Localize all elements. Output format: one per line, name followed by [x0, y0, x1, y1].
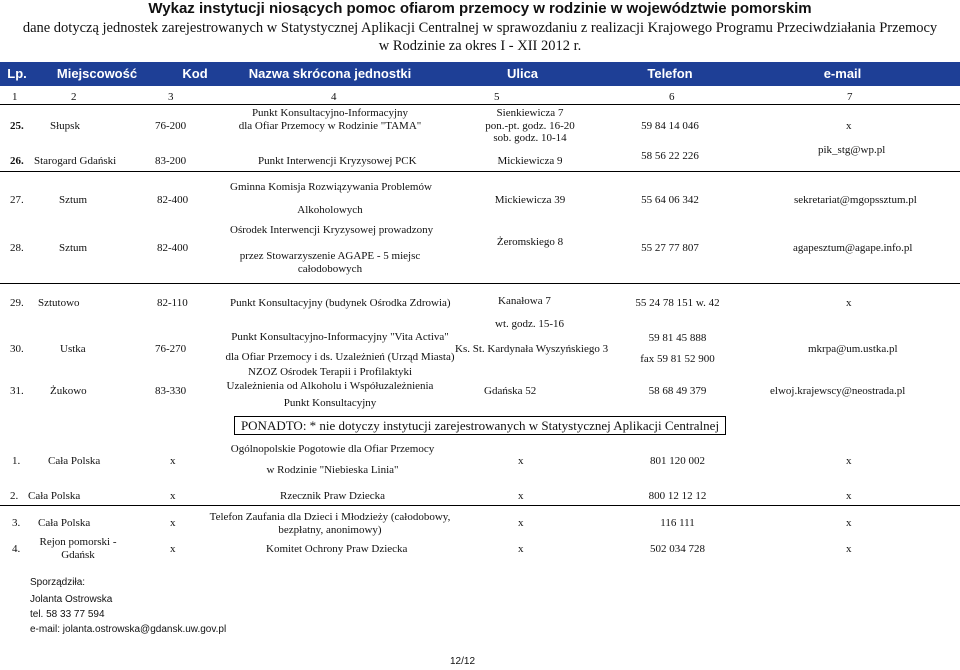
prepared-by-name: Jolanta Ostrowska — [30, 594, 113, 605]
cell-city: Żukowo — [50, 385, 87, 397]
cell-lp: 27. — [10, 194, 24, 206]
divider — [0, 505, 960, 506]
cell-phone: 59 81 45 888 — [648, 332, 707, 344]
cell-email: x — [846, 297, 852, 309]
column-header-lp: Lp. — [7, 66, 27, 81]
cell-city: Cała Polska — [48, 455, 101, 467]
column-header-email: e-mail — [823, 66, 862, 81]
cell-lp: 31. — [10, 385, 24, 397]
cell-email: x — [846, 455, 852, 467]
divider — [0, 104, 960, 105]
column-header-code: Kod — [182, 66, 208, 81]
prepared-by-label: Sporządziła: — [30, 577, 86, 588]
cell-email: mkrpa@um.ustka.pl — [808, 343, 898, 355]
cell-name: Punkt Konsultacyjny (budynek Ośrodka Zdrowia) — [230, 297, 451, 309]
cell-phone: 55 64 06 342 — [641, 194, 699, 206]
cell-code: 76-200 — [155, 120, 187, 132]
cell-name: Punkt Konsultacyjno-Informacyjny "Vita Activa" — [231, 331, 449, 343]
cell-city: Rejon pomorski - — [39, 536, 117, 548]
cell-street: Kanałowa 7 — [498, 295, 551, 307]
column-number: 4 — [331, 91, 337, 103]
cell-email: pik_stg@wp.pl — [818, 144, 886, 156]
cell-name: dla Ofiar Przemocy w Rodzinie "TAMA" — [238, 120, 422, 132]
column-number: 1 — [12, 91, 18, 103]
cell-email: sekretariat@mgopssztum.pl — [794, 194, 917, 206]
cell-phone: 801 120 002 — [650, 455, 705, 467]
cell-street: Ks. St. Kardynała Wyszyńskiego 3 — [455, 343, 609, 355]
cell-phone: 58 68 49 379 — [648, 385, 707, 397]
cell-name: Gminna Komisja Rozwiązywania Problemów — [230, 181, 432, 193]
cell-street: Żeromskiego 8 — [496, 236, 564, 248]
column-header-city: Miejscowość — [56, 66, 138, 81]
cell-email: x — [846, 517, 852, 529]
cell-phone: 116 111 — [660, 517, 695, 529]
cell-name: w Rodzinie "Niebieska Linia" — [266, 464, 399, 476]
cell-name: całodobowych — [297, 263, 363, 275]
cell-hours: sob. godz. 10-14 — [493, 132, 567, 144]
cell-name: bezpłatny, anonimowy) — [278, 524, 382, 536]
cell-lp: 28. — [10, 242, 24, 254]
cell-city: Starogard Gdański — [34, 155, 117, 167]
cell-code: 76-270 — [155, 343, 187, 355]
cell-code: x — [170, 543, 176, 555]
cell-email: agapesztum@agape.info.pl — [793, 242, 913, 254]
cell-hours: wt. godz. 15-16 — [495, 318, 565, 330]
column-header-phone: Telefon — [647, 66, 693, 81]
cell-name: Alkoholowych — [297, 204, 363, 216]
cell-lp: 25. — [10, 120, 24, 132]
prepared-by-email: e-mail: jolanta.ostrowska@gdansk.uw.gov.pl — [30, 624, 227, 635]
cell-email: x — [846, 490, 852, 502]
column-number: 7 — [847, 91, 853, 103]
page-number: 12/12 — [450, 656, 476, 667]
column-number: 6 — [669, 91, 675, 103]
cell-lp: 29. — [10, 297, 24, 309]
cell-email: x — [846, 120, 852, 132]
cell-code: x — [170, 455, 176, 467]
cell-street: Sienkiewicza 7 — [496, 107, 564, 119]
cell-email: x — [846, 543, 852, 555]
cell-phone: 502 034 728 — [650, 543, 705, 555]
cell-code: 82-400 — [157, 194, 189, 206]
divider — [0, 171, 960, 172]
cell-phone: 55 24 78 151 w. 42 — [635, 297, 720, 309]
cell-name: przez Stowarzyszenie AGAPE - 5 miejsc — [239, 250, 421, 262]
divider — [0, 283, 960, 284]
cell-street: x — [518, 490, 524, 502]
cell-city: Cała Polska — [38, 517, 91, 529]
cell-lp: 1. — [12, 455, 21, 467]
cell-street: x — [518, 543, 524, 555]
cell-name: Ogólnopolskie Pogotowie dla Ofiar Przemocy — [230, 443, 435, 455]
cell-lp: 2. — [10, 490, 19, 502]
cell-phone: 800 12 12 12 — [648, 490, 707, 502]
cell-name: Punkt Konsultacyjny — [283, 397, 377, 409]
cell-city: Gdańsk — [61, 549, 95, 561]
cell-phone: 55 27 77 807 — [641, 242, 699, 254]
cell-city: Ustka — [60, 343, 86, 355]
cell-name: Uzależnienia od Alkoholu i Współuzależnienia — [226, 380, 434, 392]
cell-name: Komitet Ochrony Praw Dziecka — [266, 543, 408, 555]
cell-name: Punkt Interwencji Kryzysowej PCK — [258, 155, 417, 167]
cell-name: Telefon Zaufania dla Dzieci i Młodzieży (całodobowy, — [209, 511, 451, 523]
cell-street: x — [518, 517, 524, 529]
notice-banner — [0, 416, 960, 435]
cell-lp: 26. — [10, 155, 24, 167]
cell-fax: fax 59 81 52 900 — [640, 353, 715, 365]
cell-street: Gdańska 52 — [484, 385, 537, 397]
cell-lp: 4. — [12, 543, 21, 555]
cell-city: Słupsk — [50, 120, 80, 132]
cell-street: x — [518, 455, 524, 467]
cell-city: Sztutowo — [38, 297, 80, 309]
cell-city: Sztum — [59, 242, 88, 254]
cell-code: 82-110 — [157, 297, 188, 309]
cell-name: Ośrodek Interwencji Kryzysowej prowadzony — [230, 224, 434, 236]
cell-phone: 59 84 14 046 — [641, 120, 699, 132]
cell-email: elwoj.krajewscy@neostrada.pl — [770, 385, 906, 397]
document-title: Wykaz instytucji niosących pomoc ofiarom przemocy w rodzinie w województwie pomorskim — [148, 0, 812, 17]
cell-city: Cała Polska — [28, 490, 81, 502]
column-number: 2 — [71, 91, 77, 103]
cell-hours: pon.-pt. godz. 16-20 — [485, 120, 575, 132]
cell-city: Sztum — [59, 194, 88, 206]
cell-name: dla Ofiar Przemocy i ds. Uzależnień (Urząd Miasta) — [225, 351, 455, 363]
cell-street: Mickiewicza 39 — [494, 194, 566, 206]
cell-lp: 30. — [10, 343, 24, 355]
cell-phone: 58 56 22 226 — [641, 150, 699, 162]
cell-name: NZOZ Ośrodek Terapii i Profilaktyki — [248, 366, 412, 378]
cell-name: Rzecznik Praw Dziecka — [280, 490, 386, 502]
cell-code: x — [170, 517, 176, 529]
prepared-by-phone: tel. 58 33 77 594 — [30, 609, 105, 620]
column-number: 3 — [168, 91, 174, 103]
cell-lp: 3. — [12, 517, 21, 529]
cell-street: Mickiewicza 9 — [497, 155, 563, 167]
cell-code: x — [170, 490, 176, 502]
column-header-street: Ulica — [506, 66, 539, 81]
column-number: 5 — [494, 91, 500, 103]
notice-text: PONADTO: * nie dotyczy instytucji zarejestrowanych w Statystycznej Aplikacji Centralnej — [234, 416, 726, 435]
column-header-name: Nazwa skrócona jednostki — [248, 66, 412, 81]
cell-name: Punkt Konsultacyjno-Informacyjny — [251, 107, 409, 119]
cell-code: 82-400 — [157, 242, 189, 254]
document-subtitle: dane dotyczą jednostek zarejestrowanych w Statystycznej Aplikacji Centralnej w sprawozdaniu z realizacji Krajowego Programu Przeciwdziałania Przemocy w Rodzinie za okres I - XII 2012 r. — [22, 20, 938, 54]
cell-code: 83-200 — [155, 155, 187, 167]
cell-code: 83-330 — [155, 385, 187, 397]
